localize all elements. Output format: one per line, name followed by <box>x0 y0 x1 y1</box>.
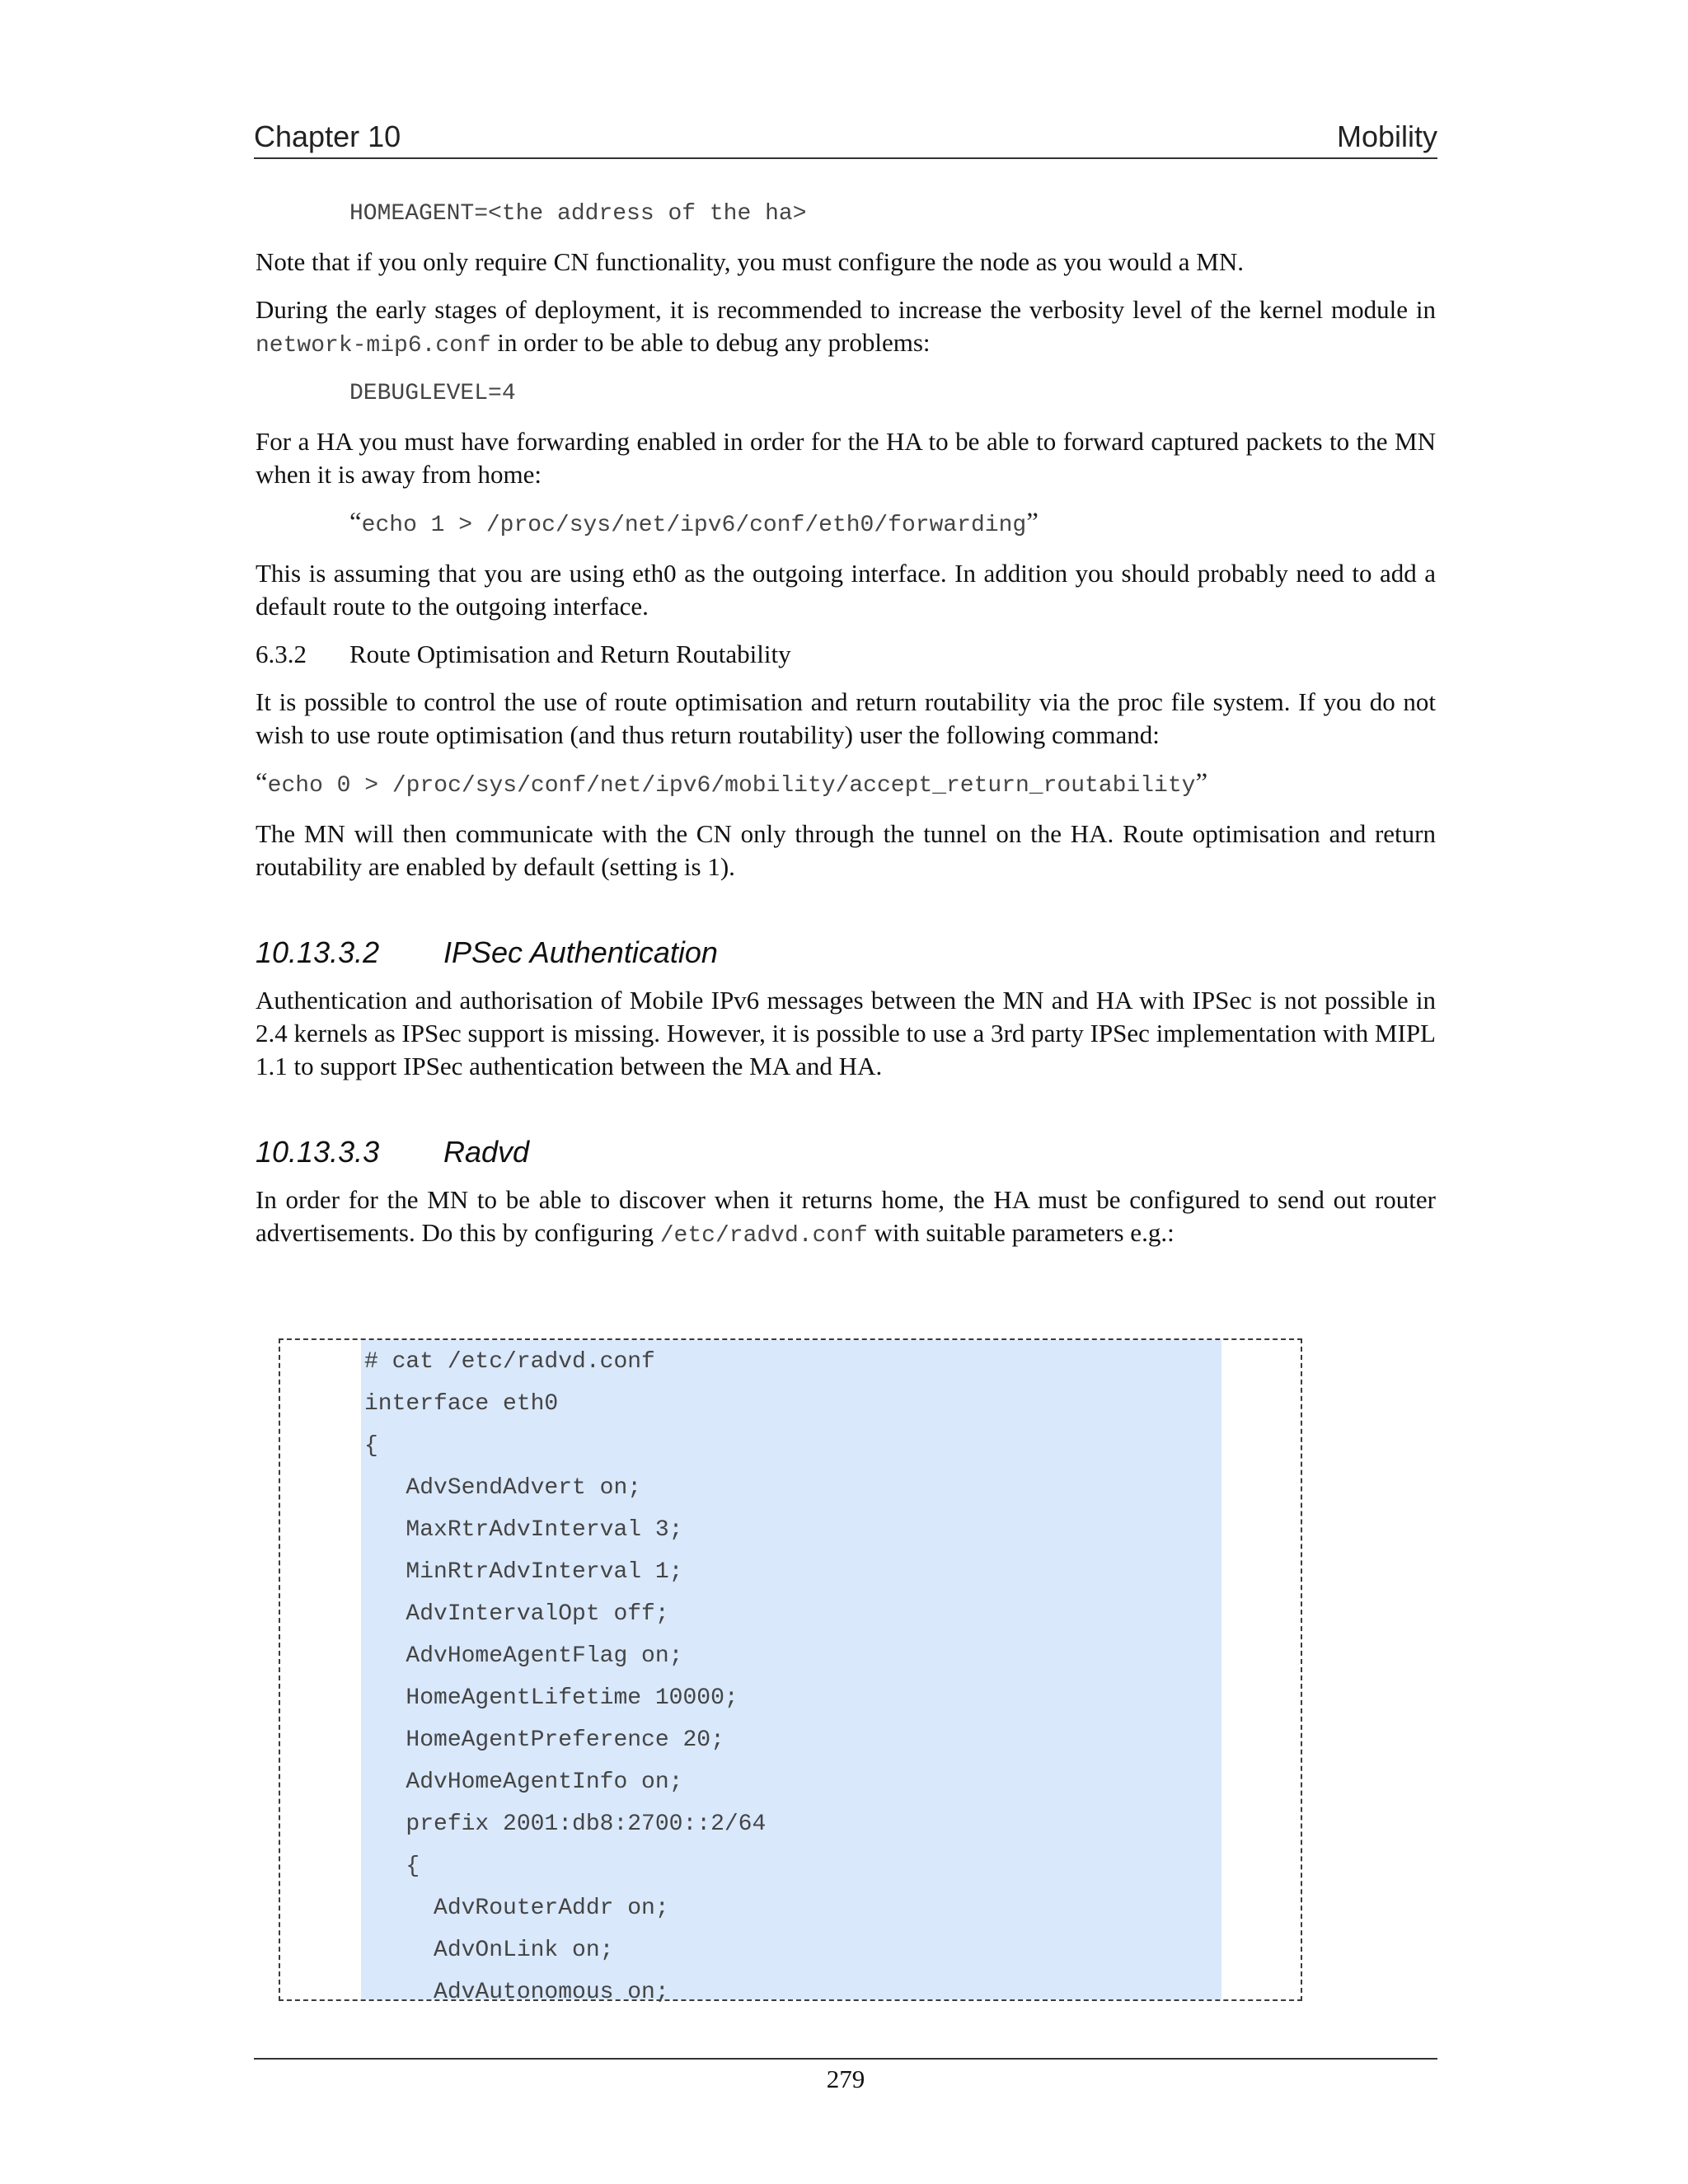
code-line: AdvIntervalOpt off; <box>364 1601 669 1627</box>
code-line: # cat /etc/radvd.conf <box>364 1349 655 1375</box>
page-body <box>256 198 1436 1268</box>
open-quote: “ <box>349 508 362 537</box>
running-header <box>254 120 1437 159</box>
paragraph-eth0-interface: This is assuming that you are using eth0 as the outgoing interface. In addition you should probably need to add a default route to the outgoing interface. <box>256 559 1436 621</box>
subsection-title: Route Optimisation and Return Routability <box>349 640 791 668</box>
open-quote: “ <box>256 768 268 798</box>
debuglevel-config-line: DEBUGLEVEL=4 <box>349 381 516 406</box>
paragraph-text: In order for the MN to be able to discover when it returns home, the HA must be configured to send out router advertisements. Do this by configuring <box>256 1185 1436 1247</box>
paragraph-text: in order to be able to debug any problems: <box>490 328 931 357</box>
code-lines <box>364 1341 766 2013</box>
code-line: AdvHomeAgentInfo on; <box>364 1769 683 1795</box>
code-line: interface eth0 <box>364 1391 559 1417</box>
paragraph-route-optimisation: It is possible to control the use of route optimisation and return routability via the proc file system. If you do not wish to use route optimisation (and thus return routability) user the following command: <box>256 687 1436 749</box>
heading-number: 10.13.3.3 <box>256 1135 380 1169</box>
code-listing-box <box>279 1338 1302 2005</box>
code-line: MaxRtrAdvInterval 3; <box>364 1517 683 1543</box>
inline-code-filename: network-mip6.conf <box>256 333 491 359</box>
close-quote: ” <box>1026 508 1039 537</box>
homeagent-config-line: HOMEAGENT=<the address of the ha> <box>349 201 807 227</box>
code-line: AdvSendAdvert on; <box>364 1475 642 1501</box>
chapter-label: Chapter 10 <box>254 120 401 153</box>
close-quote: ” <box>1195 768 1208 798</box>
command-text: echo 1 > /proc/sys/net/ipv6/conf/eth0/forwarding <box>361 513 1027 538</box>
paragraph-debug-level <box>256 293 1436 363</box>
heading-title: IPSec Authentication <box>443 935 718 969</box>
page-number: 279 <box>826 2064 865 2093</box>
code-line: { <box>364 1854 420 1879</box>
heading-number: 10.13.3.2 <box>256 935 380 969</box>
code-line: AdvRouterAddr on; <box>364 1896 669 1921</box>
subsection-heading <box>256 638 1436 671</box>
return-routability-command <box>256 766 1436 803</box>
heading-radvd <box>256 1134 1436 1170</box>
heading-ipsec <box>256 935 1436 971</box>
code-line: HomeAgentPreference 20; <box>364 1727 724 1753</box>
subsection-number: 6.3.2 <box>256 640 307 668</box>
code-line: MinRtrAdvInterval 1; <box>364 1559 683 1585</box>
section-label: Mobility <box>1336 120 1437 153</box>
paragraph-text: with suitable parameters e.g.: <box>867 1218 1175 1247</box>
paragraph-cn-functionality: Note that if you only require CN functionality, you must configure the node as you would a MN. <box>256 247 1245 276</box>
command-text: echo 0 > /proc/sys/conf/net/ipv6/mobility/accept_return_routability <box>267 773 1196 799</box>
code-line: prefix 2001:db8:2700::2/64 <box>364 1811 767 1837</box>
paragraph-mn-tunnel: The MN will then communicate with the CN only through the tunnel on the HA. Route optimisation and return routability are enabled by default (setting is 1). <box>256 819 1436 881</box>
code-line: AdvOnLink on; <box>364 1938 614 1963</box>
paragraph-forwarding: For a HA you must have forwarding enabled in order for the HA to be able to forward captured packets to the MN when it is away from home: <box>256 427 1436 489</box>
page-footer <box>254 2058 1437 2094</box>
paragraph-text: During the early stages of deployment, it is recommended to increase the verbosity level of the kernel module in <box>256 295 1436 324</box>
paragraph-radvd <box>256 1183 1436 1253</box>
code-line: AdvHomeAgentFlag on; <box>364 1643 683 1669</box>
heading-title: Radvd <box>443 1135 530 1169</box>
paragraph-ipsec: Authentication and authorisation of Mobile IPv6 messages between the MN and HA with IPSec is not possible in 2.4 kernels as IPSec support is missing. However, it is possible to use a 3rd party IPSec implementation with MIPL 1.1 to support IPSec authentication between the MA and HA. <box>256 986 1436 1080</box>
code-line: AdvAutonomous on; <box>364 1980 669 2005</box>
code-line: HomeAgentLifetime 10000; <box>364 1685 738 1711</box>
forwarding-command <box>256 506 1436 542</box>
inline-code-filename: /etc/radvd.conf <box>659 1223 868 1249</box>
code-line: { <box>364 1433 378 1459</box>
